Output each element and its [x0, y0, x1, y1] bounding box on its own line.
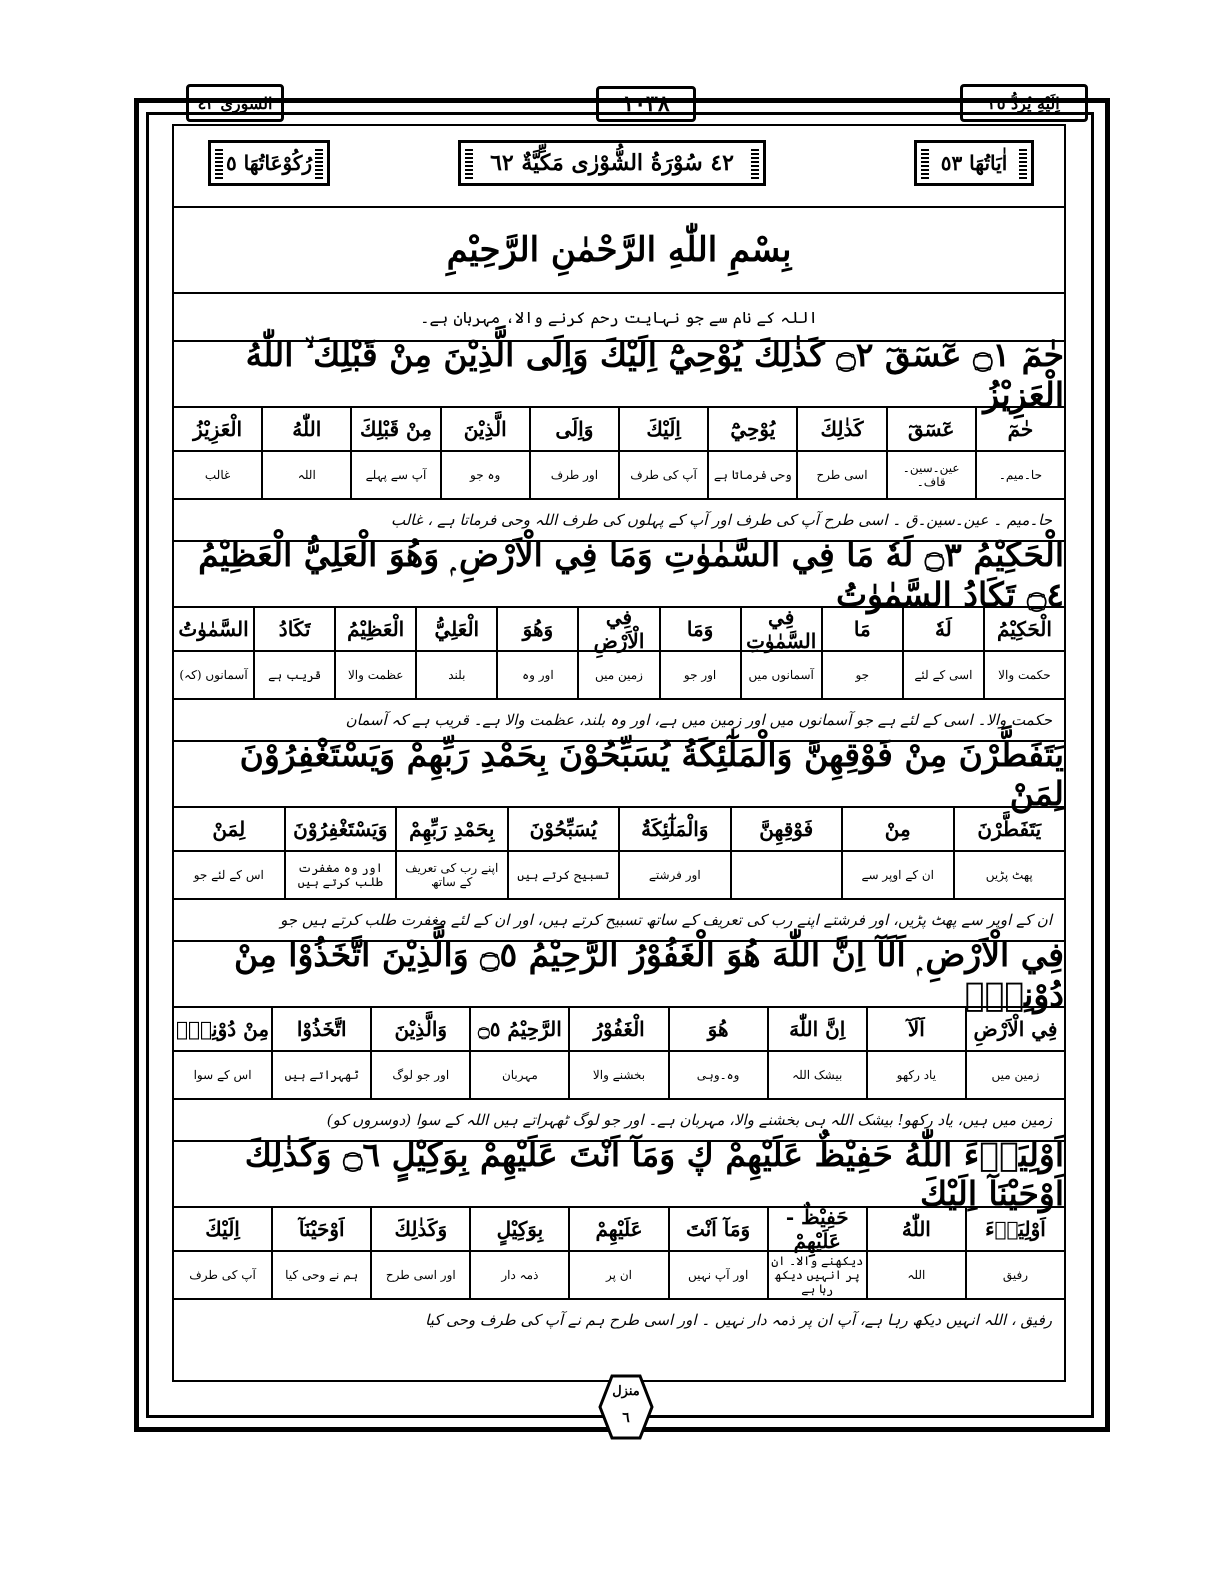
word-cell: وَمَا	[659, 608, 740, 650]
word-cell: لِمَنْ	[212, 817, 246, 841]
word-row	[174, 1205, 1064, 1253]
word-cell: مِنْ دُوْنِهٖٓ	[176, 1017, 270, 1041]
meaning-cell: عظمت والا	[334, 652, 415, 698]
meaning-grid	[174, 1052, 1064, 1098]
arabic-verse-row	[174, 534, 1064, 614]
meaning-cell: رفیق	[965, 1252, 1064, 1298]
word-cell: مِنْ قَبْلِكَ	[350, 408, 439, 450]
meaning-cell: یاد رکھو	[866, 1052, 965, 1098]
surah-abbr: الشوریٰ ٤٢	[197, 93, 273, 113]
word-grid	[174, 408, 1064, 450]
ayat-count-cartouche	[914, 140, 1034, 186]
meaning-cell: ہم نے وحی کیا	[271, 1252, 370, 1298]
surah-title-cartouche	[458, 140, 766, 186]
word-cell: اللّٰهُ	[261, 408, 350, 450]
meaning-cell: جو	[821, 652, 902, 698]
word-row	[174, 806, 1064, 850]
page-content	[172, 124, 1066, 1382]
word-cell: حٰمٓ	[975, 408, 1064, 450]
meaning-cell	[730, 852, 842, 898]
word-cell: اَوْحَيْنَآ	[271, 1208, 370, 1250]
bismillah-translation-row	[174, 292, 1064, 340]
translation-row	[174, 1298, 1064, 1340]
word-cell: عَلَيْهِمْ	[568, 1208, 667, 1250]
arabic-verse-row	[174, 934, 1064, 1014]
arabic-verse-text: يَتَفَطَّرْنَ مِنْ فَوْقِهِنَّ وَالْمَلٰٓئِكَةُ يُسَبِّحُوْنَ بِحَمْدِ رَبِّهِمْ وَيَسْتَغْفِرُوْنَ لِمَنْ	[239, 735, 1064, 813]
meaning-cell: ان کے اوپر سے	[841, 852, 953, 898]
meaning-grid	[174, 852, 1064, 898]
meaning-cell: وہ جو	[440, 452, 529, 498]
meaning-cell: مہربان	[469, 1052, 568, 1098]
para-name: اِلَيْهِ يُرَدُّ ٢٥	[988, 93, 1060, 113]
word-cell: اِلَيْكَ	[205, 1217, 240, 1241]
meaning-cell: زمین میں	[965, 1052, 1064, 1098]
word-cell: وَاِلَى	[529, 408, 618, 450]
meaning-cell: قریب ہے	[253, 652, 334, 698]
word-grid	[174, 605, 1064, 653]
translation-text: رفیق ، اللہ انہیں دیکھ رہا ہے، آپ ان پر ذمہ دار نہیں ۔ اور اسی طرح ہم نے آپ کی طرف وحی کیا	[425, 1311, 1052, 1329]
word-cell: الَّذِيْنَ	[440, 408, 529, 450]
meaning-cell: آسمانوں (کہ)	[179, 668, 248, 682]
meaning-cell: اور طرف	[529, 452, 618, 498]
meaning-cell: اپنے رب کی تعریف کے ساتھ	[395, 852, 507, 898]
word-cell: اَوْلِيَاۗءَ	[965, 1208, 1064, 1250]
meaning-cell: ان پر	[568, 1252, 667, 1298]
meaning-cell: بخشنے والا	[568, 1052, 667, 1098]
meaning-row	[174, 850, 1064, 898]
word-cell: الرَّحِيْمُ ۝٥	[469, 1008, 568, 1050]
bismillah: بِسْمِ اللّٰهِ الرَّحْمٰنِ الرَّحِيْمِ	[446, 230, 792, 270]
word-cell: اللّٰهُ	[866, 1208, 965, 1250]
word-grid	[174, 1008, 1064, 1050]
word-cell: كَذٰلِكَ	[796, 408, 885, 450]
word-cell: وَهُوَ	[496, 608, 577, 650]
page-number: ١٠٣٨	[622, 91, 670, 117]
meaning-cell: اور جو لوگ	[370, 1052, 469, 1098]
word-grid	[174, 1205, 1064, 1253]
meaning-cell: ٹھہراتے ہیں	[271, 1052, 370, 1098]
meaning-cell: زمین میں	[577, 652, 658, 698]
word-cell: يُسَبِّحُوْنَ	[507, 808, 619, 850]
meaning-cell: عین۔سین۔قاف۔	[886, 452, 975, 498]
meaning-cell: بیشک اللہ	[767, 1052, 866, 1098]
word-cell: الْعَزِيْزُ	[193, 417, 243, 441]
word-cell: حَفِيْظٌ - عَلَيْهِمْ	[767, 1208, 866, 1250]
meaning-cell: اور فرشتے	[618, 852, 730, 898]
meaning-cell: غالب	[204, 468, 231, 482]
meaning-grid	[174, 652, 1064, 698]
word-cell: تَكَادُ	[253, 608, 334, 650]
manzil-label: منزل	[612, 1384, 640, 1399]
word-cell: وَمَآ اَنْتَ	[668, 1208, 767, 1250]
meaning-cell: اور وہ	[496, 652, 577, 698]
word-cell: فِي الْاَرْضِ	[577, 608, 658, 650]
word-grid	[174, 808, 1064, 850]
word-cell: عٓسٓقٓ	[886, 408, 975, 450]
word-cell: اَلَآ	[866, 1008, 965, 1050]
ruku-count-cartouche	[208, 140, 330, 186]
word-row	[174, 1006, 1064, 1050]
arabic-verse-text: اَوْلِيَاۗءَ اللّٰهُ حَفِيْظٌ عَلَيْهِمْ ڮ وَمَآ اَنْتَ عَلَيْهِمْ بِوَكِيْلٍ ۝٦ وَكَذٰلِكَ اَوْحَيْنَآ اِلَيْكَ	[244, 1135, 1064, 1213]
arabic-verse-text: الْحَكِيْمُ ۝٣ لَهٗ مَا فِي السَّمٰوٰتِ وَمَا فِي الْاَرْضِ ۭ وَهُوَ الْعَلِيُّ الْعَظِيْمُ ۝٤ تَكَادُ السَّمٰوٰتُ	[198, 534, 1064, 614]
word-cell: السَّمٰوٰتُ	[178, 617, 249, 641]
word-row	[174, 605, 1064, 653]
meaning-cell: وحی فرماتا ہے	[707, 452, 796, 498]
translation-text: حا۔میم ۔ عین۔سین۔ق ۔ اسی طرح آپ کی طرف اور آپ کے پہلوں کی طرف اللہ وحی فرماتا ہے ، غالب	[391, 511, 1052, 529]
meaning-cell: آسمانوں میں	[740, 652, 821, 698]
meaning-cell: تسبیح کرتے ہیں	[507, 852, 619, 898]
manzil-marker	[598, 1374, 654, 1440]
meaning-cell: اس کے سوا	[193, 1068, 252, 1082]
word-cell: يَتَفَطَّرْنَ	[953, 808, 1065, 850]
arabic-verse-row	[174, 735, 1064, 813]
word-cell: اِلَيْكَ	[618, 408, 707, 450]
word-cell: الْحَكِيْمُ	[983, 608, 1064, 650]
word-cell: فِي الْاَرْضِ	[965, 1008, 1064, 1050]
word-cell: لَهٗ	[902, 608, 983, 650]
meaning-cell: آپ کی طرف	[189, 1268, 256, 1282]
meaning-cell: اسی طرح	[796, 452, 885, 498]
meaning-row	[174, 1250, 1064, 1298]
arabic-verse-text: حٰمٓ ۝١ عٓسٓقٓ ۝٢ كَذٰلِكَ يُوْحِيْٓ اِلَيْكَ وَاِلَى الَّذِيْنَ مِنْ قَبْلِكَ ۙ اللّٰهُ الْعَزِيْزُ	[245, 334, 1064, 414]
meaning-cell: وہ۔وہی	[668, 1052, 767, 1098]
word-cell: هُوَ	[668, 1008, 767, 1050]
arabic-verse-row	[174, 1135, 1064, 1213]
word-cell: وَيَسْتَغْفِرُوْنَ	[284, 808, 396, 850]
meaning-grid	[174, 452, 1064, 498]
word-cell: يُوْحِيْٓ	[707, 408, 796, 450]
title-band	[174, 126, 1064, 206]
meaning-cell: حا۔میم۔	[975, 452, 1064, 498]
translation-row	[174, 698, 1064, 740]
meaning-cell: ذمہ دار	[469, 1252, 568, 1298]
ruku-count: رُكُوْعَاتُهَا ٥	[225, 151, 313, 175]
bismillah-translation: اللہ کے نام سے جو نہایت رحم کرنے والا، مہربان ہے۔	[420, 307, 818, 327]
meaning-cell: اس کے لئے جو	[193, 868, 264, 882]
word-cell: فِي السَّمٰوٰتِ	[740, 608, 821, 650]
meaning-cell: دیکھنے والا۔ ان پر انہیں دیکھ رہا ہے	[767, 1252, 866, 1298]
meaning-row	[174, 450, 1064, 498]
meaning-row	[174, 1050, 1064, 1098]
word-cell: الْعَلِيُّ	[415, 608, 496, 650]
translation-text: حکمت والا۔ اسی کے لئے ہے جو آسمانوں میں اور زمین میں ہے، اور وہ بلند، عظمت والا ہے۔ قریب ہے کہ آسمان	[345, 711, 1052, 729]
arabic-verse-row	[174, 334, 1064, 414]
meaning-cell: اللہ	[261, 452, 350, 498]
ayat-count: اٰيَاتُهَا ٥٣	[940, 151, 1008, 175]
meaning-cell: اسی کے لئے	[902, 652, 983, 698]
meaning-row	[174, 650, 1064, 698]
word-cell: مِنْ	[841, 808, 953, 850]
meaning-cell: اور اسی طرح	[370, 1252, 469, 1298]
meaning-cell: آپ سے پہلے	[350, 452, 439, 498]
meaning-cell: آپ کی طرف	[618, 452, 707, 498]
bismillah-row	[174, 206, 1064, 292]
word-cell: مَا	[821, 608, 902, 650]
meaning-cell: اللہ	[866, 1252, 965, 1298]
meaning-cell: اور وہ مغفرت طلب کرتے ہیں	[284, 852, 396, 898]
meaning-grid	[174, 1252, 1064, 1298]
word-cell: الْغَفُوْرُ	[568, 1008, 667, 1050]
word-cell: وَالَّذِيْنَ	[370, 1008, 469, 1050]
word-cell: الْعَظِيْمُ	[334, 608, 415, 650]
meaning-cell: حکمت والا	[983, 652, 1064, 698]
word-cell: بِحَمْدِ رَبِّهِمْ	[395, 808, 507, 850]
word-cell: اتَّخَذُوْا	[271, 1008, 370, 1050]
meaning-cell: اور آپ نہیں	[668, 1252, 767, 1298]
translation-text: زمین میں ہیں، یاد رکھو! بیشک اللہ ہی بخشنے والا، مہربان ہے۔ اور جو لوگ ٹھہراتے ہیں اللہ کے سوا (دوسروں کو)	[326, 1111, 1052, 1129]
meaning-cell: پھٹ پڑیں	[953, 852, 1065, 898]
word-cell: وَالْمَلٰٓئِكَةُ	[618, 808, 730, 850]
word-cell: اِنَّ اللّٰهَ	[767, 1008, 866, 1050]
word-cell: وَكَذٰلِكَ	[370, 1208, 469, 1250]
meaning-cell: اور جو	[659, 652, 740, 698]
word-row	[174, 406, 1064, 450]
arabic-verse-text: فِي الْاَرْضِ ۭ اَلَآ اِنَّ اللّٰهَ هُوَ الْغَفُوْرُ الرَّحِيْمُ ۝٥ وَالَّذِيْنَ اتَّخَذُوْا مِنْ دُوْنِهٖٓ	[233, 934, 1064, 1014]
translation-row	[174, 1098, 1064, 1140]
word-cell: فَوْقِهِنَّ	[730, 808, 842, 850]
meaning-cell: بلند	[415, 652, 496, 698]
word-cell: بِوَكِيْلٍ	[469, 1208, 568, 1250]
surah-title: ٤٢ سُوْرَةُ الشُّوْرٰى مَكِّيَّةٌ ٦٢	[490, 150, 734, 176]
manzil-number: ٦	[622, 1410, 630, 1426]
translation-text: ان کے اوپر سے پھٹ پڑیں، اور فرشتے اپنے رب کی تعریف کے ساتھ تسبیح کرتے ہیں، اور ان کے لئے مغفرت طلب کرتے ہیں جو	[280, 911, 1052, 929]
